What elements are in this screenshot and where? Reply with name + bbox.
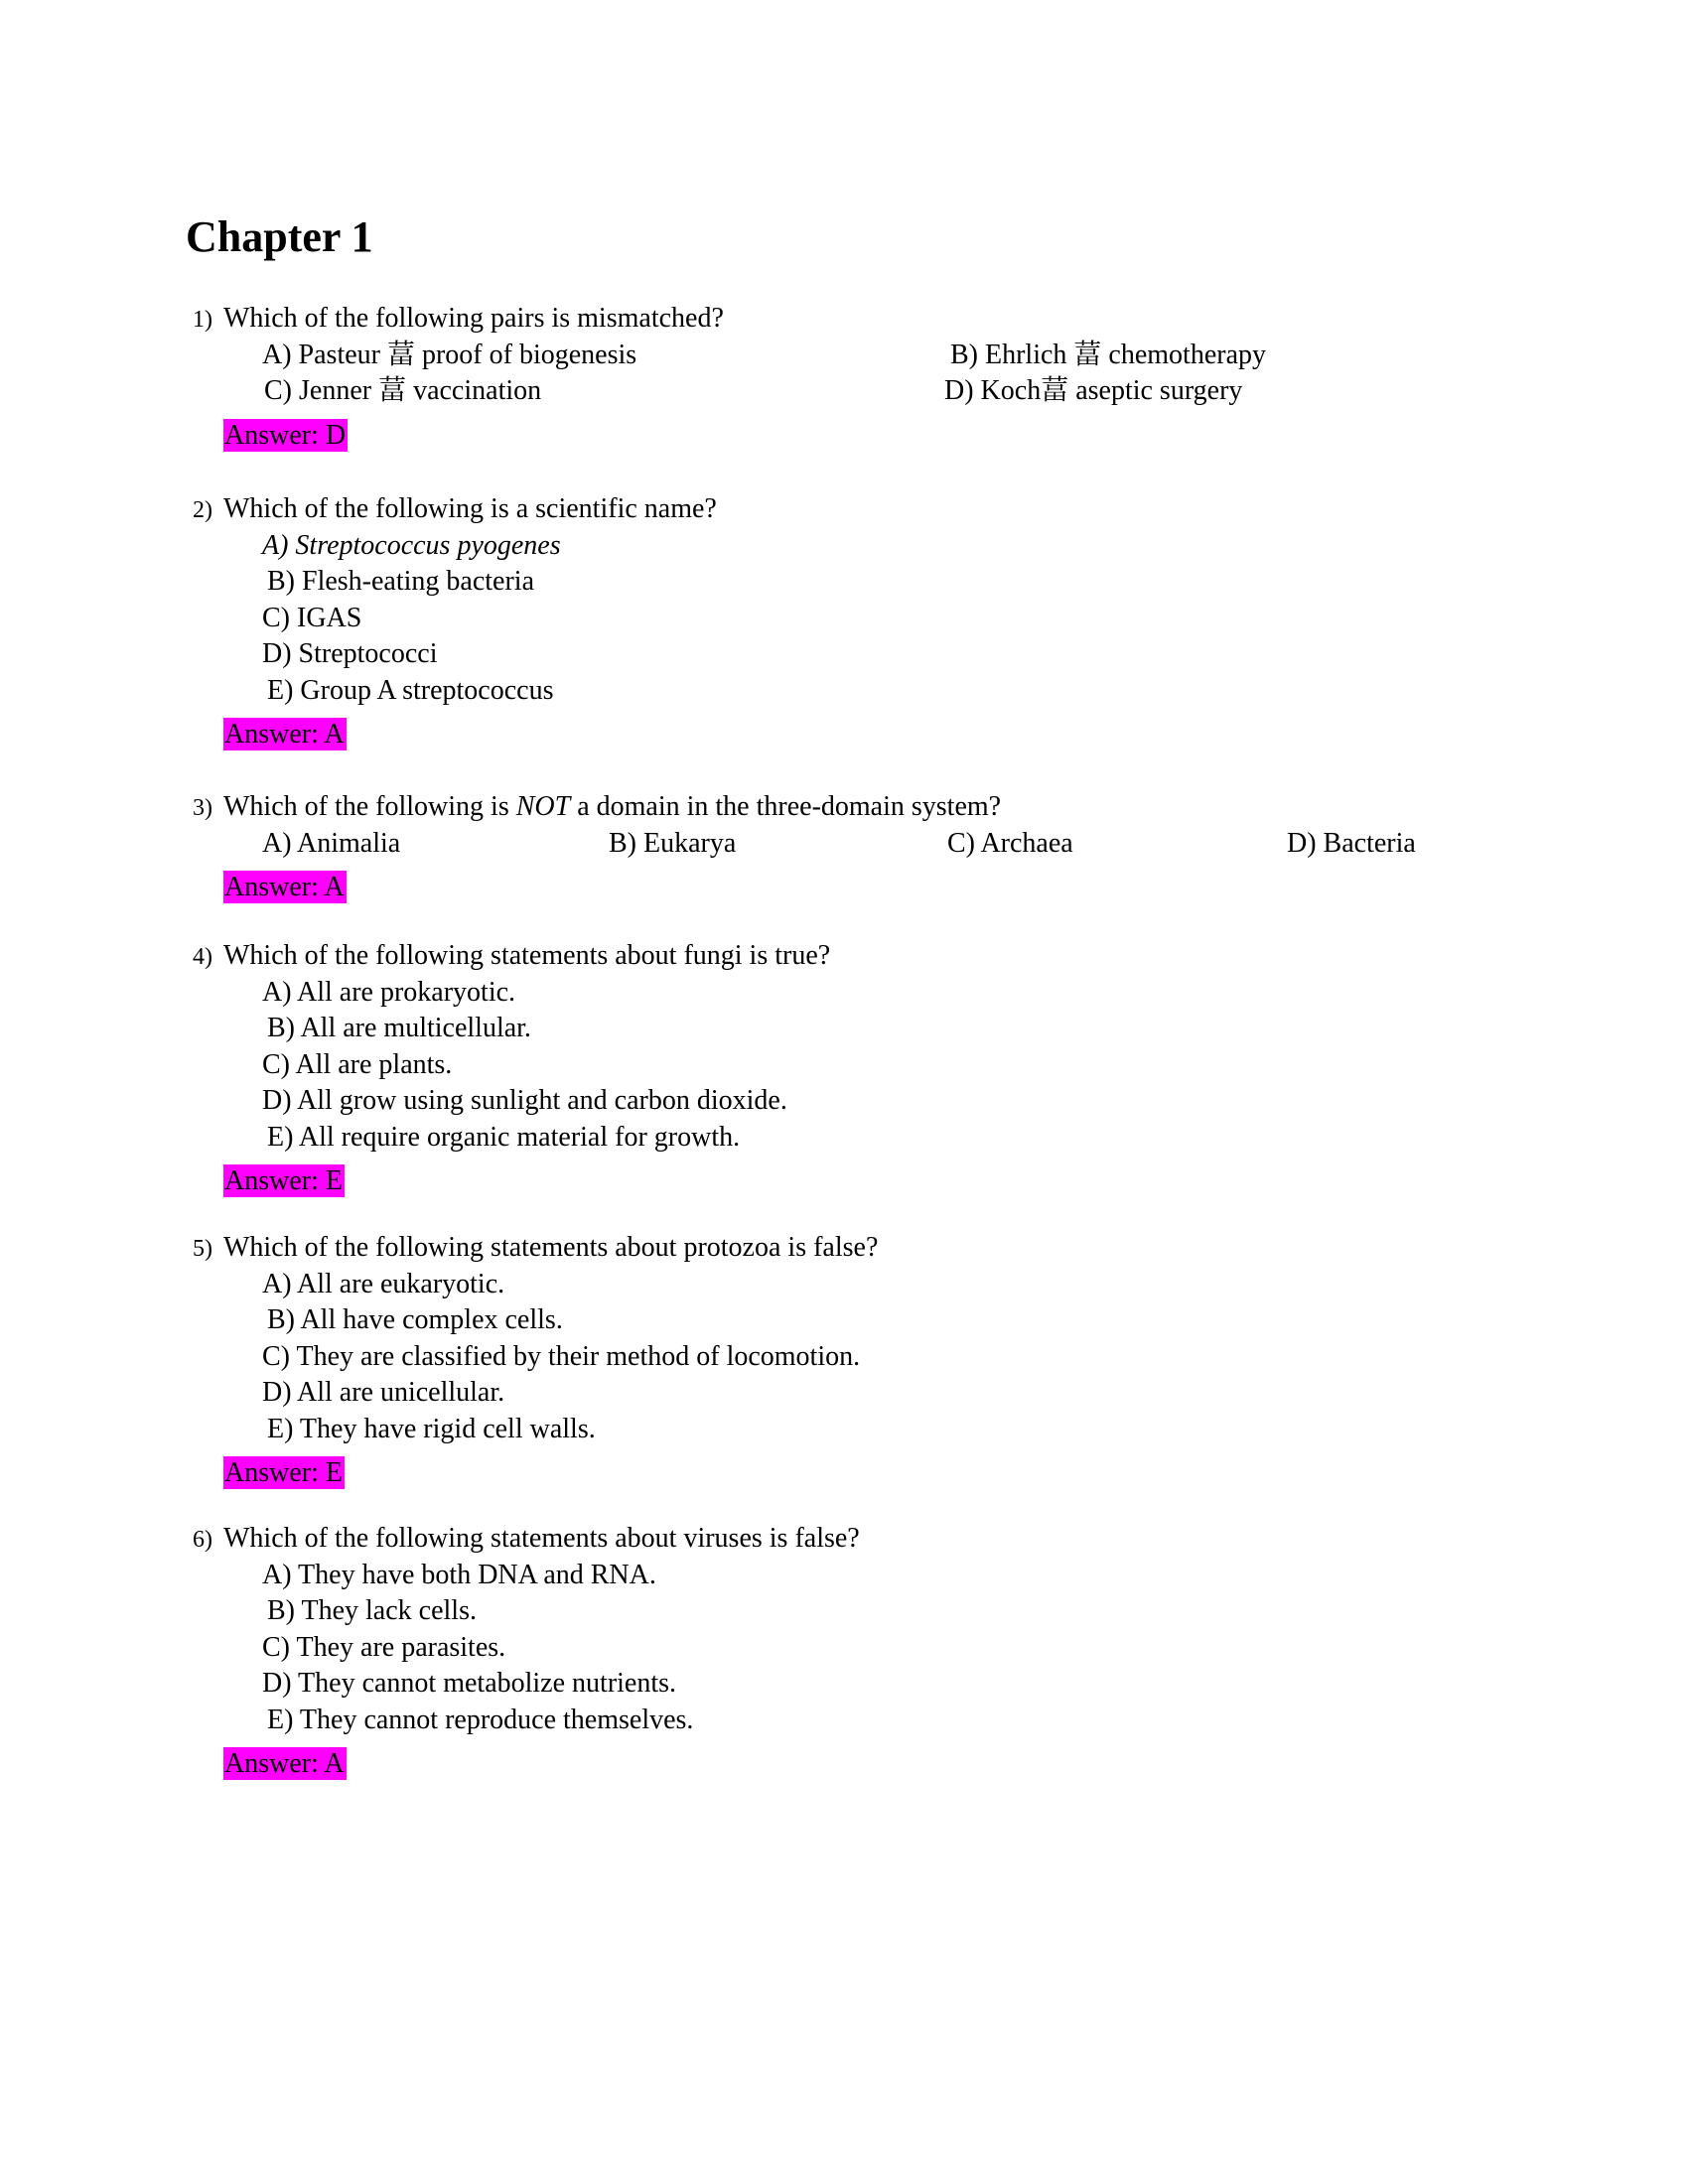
question-text-end: a domain in the three-domain system? xyxy=(570,791,1002,822)
option-e: E) Group A streptococcus xyxy=(267,674,554,706)
question-1 xyxy=(193,301,1583,452)
option-b: B) They lack cells. xyxy=(267,1595,477,1626)
question-3 xyxy=(193,789,1583,903)
question-5 xyxy=(193,1230,1583,1489)
option-c: C) All are plants. xyxy=(262,1048,453,1080)
option-c: C) Jenner 葍 vaccination xyxy=(264,375,542,406)
option-a: A) Animalia xyxy=(262,827,401,859)
chapter-title: Chapter 1 xyxy=(186,212,373,261)
question-text: Which of the following pairs is mismatched? xyxy=(223,303,724,334)
option-a: A) All are prokaryotic. xyxy=(262,976,516,1008)
question-text: Which of the following statements about viruses is false? xyxy=(223,1523,860,1554)
option-a: A) All are eukaryotic. xyxy=(262,1268,505,1299)
question-text: Which of the following statements about fungi is true? xyxy=(223,940,831,971)
option-b: B) All have complex cells. xyxy=(267,1304,563,1335)
option-a: A) Streptococcus pyogenes xyxy=(262,529,561,561)
answer-badge: Answer: A xyxy=(224,872,345,902)
option-d: D) They cannot metabolize nutrients. xyxy=(262,1668,677,1699)
question-text-start: Which of the following is xyxy=(223,791,516,822)
question-text: Which of the following is a scientific name? xyxy=(223,493,717,524)
question-number: 4) xyxy=(193,944,212,970)
answer-badge: Answer: A xyxy=(224,1748,345,1779)
answer-badge: Answer: A xyxy=(224,719,345,750)
option-a: A) They have both DNA and RNA. xyxy=(262,1559,656,1590)
question-text-emphasis: NOT xyxy=(515,791,571,822)
answer-badge: Answer: D xyxy=(224,419,347,451)
question-2 xyxy=(193,491,1583,751)
option-d: D) All grow using sunlight and carbon dioxide. xyxy=(262,1085,787,1116)
question-4 xyxy=(193,938,1583,1197)
question-number: 6) xyxy=(193,1527,212,1553)
option-e: E) They cannot reproduce themselves. xyxy=(267,1704,694,1735)
answer-badge: Answer: E xyxy=(224,1457,343,1488)
option-d: D) All are unicellular. xyxy=(262,1377,505,1408)
option-c: C) IGAS xyxy=(262,602,362,633)
option-e: E) They have rigid cell walls. xyxy=(267,1413,596,1444)
question-6 xyxy=(193,1521,1583,1780)
question-number: 3) xyxy=(193,795,212,821)
option-d: D) Streptococci xyxy=(262,638,438,669)
option-e: E) All require organic material for growth. xyxy=(267,1121,741,1153)
option-b: B) Flesh-eating bacteria xyxy=(267,566,535,597)
option-b: B) Ehrlich 葍 chemotherapy xyxy=(950,339,1267,370)
option-b: B) Eukarya xyxy=(609,827,737,859)
option-c: C) They are parasites. xyxy=(262,1631,506,1663)
option-c: C) Archaea xyxy=(947,827,1073,859)
option-c: C) They are classified by their method of locomotion. xyxy=(262,1340,861,1372)
option-b: B) All are multicellular. xyxy=(267,1013,531,1043)
question-number: 5) xyxy=(193,1236,212,1262)
question-text: Which of the following statements about protozoa is false? xyxy=(223,1232,879,1263)
question-number: 1) xyxy=(193,307,212,333)
question-number: 2) xyxy=(193,497,212,523)
answer-badge: Answer: E xyxy=(224,1165,343,1196)
option-a: A) Pasteur 葍 proof of biogenesis xyxy=(262,339,637,370)
option-d: D) Koch葍 aseptic surgery xyxy=(944,375,1243,406)
option-d: D) Bacteria xyxy=(1287,827,1416,859)
